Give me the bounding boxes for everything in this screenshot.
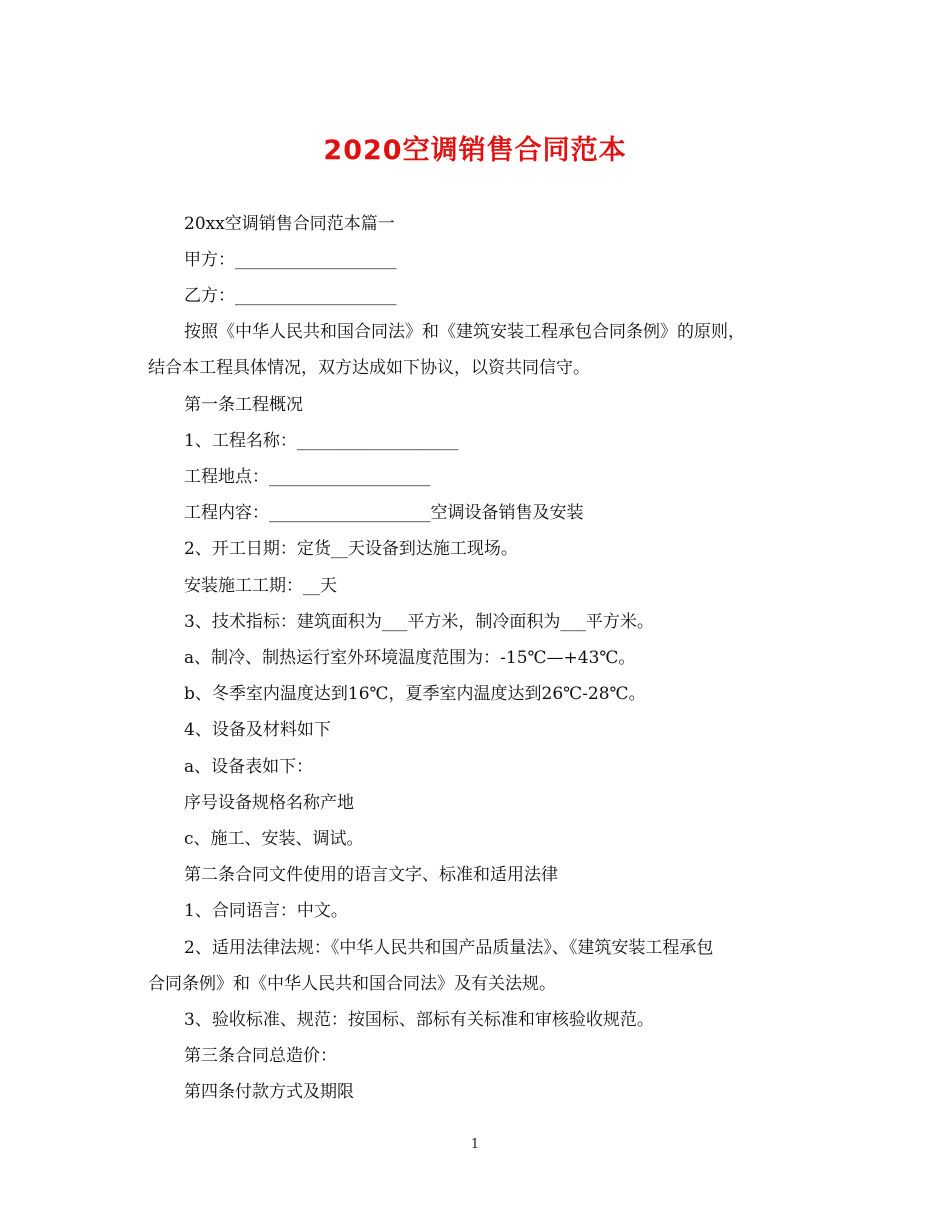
text-line: 3、验收标准、规范：按国标、部标有关标准和审核验收规范。 <box>184 1010 654 1030</box>
text-line: 第二条合同文件使用的语言文字、标准和适用法律 <box>184 865 558 885</box>
text-line: b、冬季室内温度达到16℃，夏季室内温度达到26℃-28℃。 <box>184 684 646 704</box>
text-line: 2、适用法律法规：《中华人民共和国产品质量法》、《建筑安装工程承包 <box>184 938 714 958</box>
text-line: 甲方：___________________ <box>184 250 397 270</box>
text-line: 第三条合同总造价： <box>184 1046 337 1066</box>
text-line: 乙方：___________________ <box>184 286 397 306</box>
text-line: 第四条付款方式及期限 <box>184 1082 354 1102</box>
text-line: a、制冷、制热运行室外环境温度范围为：-15℃—+43℃。 <box>184 648 636 668</box>
text-line: 安装施工工期：__天 <box>184 576 337 596</box>
text-line: 工程地点：___________________ <box>184 467 431 487</box>
text-line: 4、设备及材料如下 <box>184 720 331 740</box>
text-line: 合同条例》和《中华人民共和国合同法》及有关法规。 <box>148 974 556 994</box>
text-line: 3、技术指标：建筑面积为___平方米，制冷面积为___平方米。 <box>184 612 654 632</box>
page-number: 1 <box>470 1137 480 1152</box>
text-line: 按照《中华人民共和国合同法》和《建筑安装工程承包合同条例》的原则， <box>184 322 745 342</box>
text-line: 1、合同语言：中文。 <box>184 901 348 921</box>
text-line: 2、开工日期：定货__天设备到达施工现场。 <box>184 539 518 559</box>
document-title: 2020空调销售合同范本 <box>323 135 627 166</box>
text-line: 序号设备规格名称产地 <box>184 793 354 813</box>
text-line: 1、工程名称：___________________ <box>184 431 459 451</box>
text-line: a、设备表如下： <box>184 757 314 777</box>
text-line: c、施工、安装、调试。 <box>184 829 364 849</box>
text-line: 20xx空调销售合同范本篇一 <box>184 214 395 234</box>
text-line: 第一条工程概况 <box>184 395 303 415</box>
text-line: 工程内容：___________________空调设备销售及安装 <box>184 503 584 523</box>
text-line: 结合本工程具体情况，双方达成如下协议，以资共同信守。 <box>148 358 590 378</box>
